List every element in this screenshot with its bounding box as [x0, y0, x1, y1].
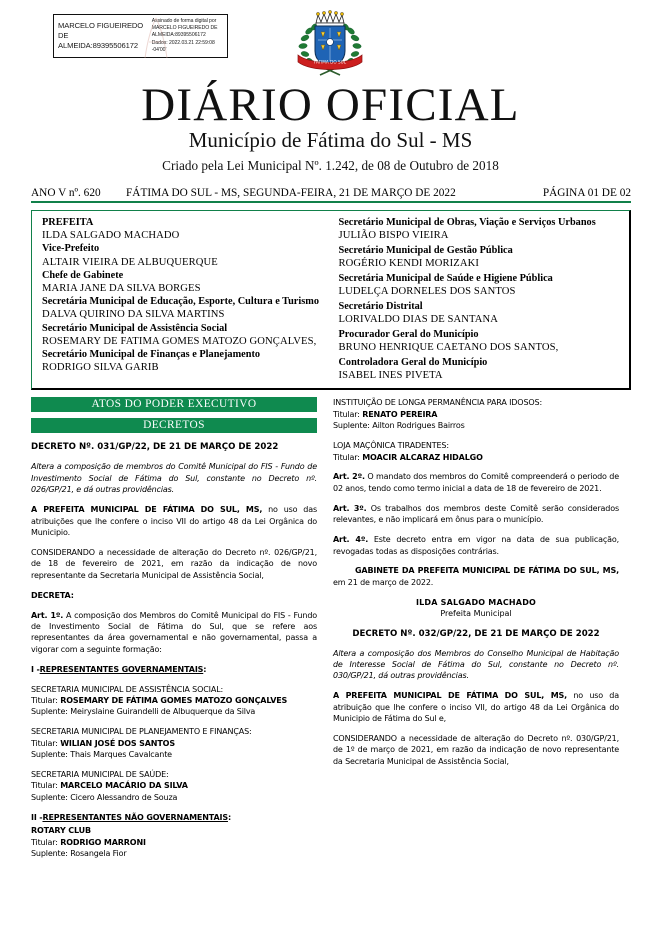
- gov-entry-suplente-label: Suplente:: [31, 792, 71, 802]
- official-role: Secretário Municipal de Obras, Viação e Serviços Urbanos: [338, 217, 596, 228]
- nongov-entry-org: LOJA MAÇÔNICA TIRADENTES:: [333, 441, 449, 451]
- official-role: PREFEITA: [42, 217, 94, 228]
- decree-032-preamble-bold: A PREFEITA MUNICIPAL DE FÁTIMA DO SUL, MS,: [333, 691, 568, 701]
- signature-detail-line-1: Assinado de forma digital por: [151, 17, 217, 24]
- nongov-entry-titular: RODRIGO MARRONI: [60, 837, 146, 847]
- page-number: PÁGINA 01 DE 02: [542, 187, 631, 199]
- decree-031-art1-label: Art. 1º.: [31, 610, 64, 620]
- gov-entry-titular-label: Titular:: [31, 695, 61, 705]
- gov-entry-suplente: Meiryslaine Guirandelli de Albuquerque da Silva: [70, 707, 256, 717]
- header-top-area: [0, 0, 661, 78]
- official-name: LORIVALDO DIAS DE SANTANA: [338, 313, 498, 325]
- nongov-entry-suplente: Rosangela Fior: [70, 849, 127, 859]
- decree-031-preamble-bold: A PREFEITA MUNICIPAL DE FÁTIMA DO SUL, MS,: [31, 505, 263, 515]
- nongov-entry-titular: MOACIR ALCARAZ HIDALGO: [362, 452, 483, 462]
- official-entry: [42, 216, 325, 242]
- signature-detail-line-3: ALMEIDA:89395506172: [151, 32, 206, 39]
- official-name: BRUNO HENRIQUE CAETANO DOS SANTOS,: [338, 341, 559, 353]
- official-role: Secretária Municipal de Educação, Esporte, Cultura e Turismo: [42, 296, 319, 308]
- nongov-entry-suplente-label: Suplente:: [31, 849, 71, 859]
- officials-column-right: [329, 216, 630, 383]
- gov-entry-org: SECRETARIA MUNICIPAL DE PLANEJAMENTO E FINANÇAS:: [31, 727, 252, 737]
- nongov-entry-suplente-label: Suplente:: [333, 421, 373, 431]
- official-role: Secretário Municipal de Assistência Social: [42, 322, 228, 334]
- official-name: ROSEMARY DE FATIMA GOMES MATOZO GONÇALVES,: [42, 335, 317, 347]
- official-role: Secretário Distrital: [338, 300, 423, 312]
- official-entry: [339, 216, 622, 242]
- decree-031-section-1-title: [31, 664, 317, 675]
- decree-031-art4-text: Este decreto entra em vigor na data de sua publicação, revogadas todas as disposições contrárias.: [333, 535, 619, 556]
- official-entry: [42, 348, 325, 374]
- decree-031-gabinete: [333, 565, 619, 588]
- section-2-numeral: II -: [31, 812, 43, 822]
- official-entry: [339, 328, 622, 354]
- decree-032-preamble-rest: no uso da atribuição que lhe confere o inciso VII, do artigo 48 da Lei Orgânica do Municipio de Fátima do Sul e,: [333, 691, 619, 724]
- gov-entry-titular: ROSEMARY DE FÁTIMA GOMES MATOZO GONÇALVES: [60, 695, 288, 705]
- gov-entry-suplente: Cicero Alessandro de Souza: [70, 792, 178, 802]
- decree-031-signature-block: [333, 597, 619, 620]
- decree-031-art3-text: Os trabalhos dos membros deste Comitê serão considerados relevantes, e não implicará em ônus para o município.: [333, 503, 619, 525]
- issue-info-bar: [31, 187, 631, 203]
- gov-entry-titular-label: Titular:: [31, 781, 61, 791]
- content-column-right: [325, 397, 619, 868]
- section-2-colon: :: [227, 812, 232, 822]
- official-name: MARIA JANE DA SILVA BORGES: [42, 283, 201, 295]
- nongov-entry: [333, 397, 619, 431]
- section-1-numeral: I -: [31, 664, 40, 674]
- officials-column-left: [32, 216, 329, 383]
- masthead-legal-note: Criado pela Lei Municipal Nº. 1.242, de 08 de Outubro de 2018: [162, 158, 499, 173]
- signature-detail-line-2: MARCELO FIGUEIREDO DE: [151, 25, 218, 32]
- masthead: [0, 80, 661, 176]
- signature-detail-line-4: Dados: 2022.03.21 22:59:08 -04'00': [151, 39, 215, 53]
- official-role: Secretário Municipal de Finanças e Planejamento: [42, 349, 261, 361]
- gov-entry-org: SECRETARIA MUNICIPAL DE SAÚDE:: [31, 769, 169, 779]
- official-role: Secretária Municipal de Saúde e Higiene Pública: [338, 272, 553, 284]
- decree-031-art1: [31, 610, 317, 656]
- official-entry: [42, 242, 325, 268]
- nongov-entry: [333, 440, 619, 463]
- page-title: DIÁRIO OFICIAL: [141, 79, 520, 131]
- gov-entry: [31, 726, 317, 760]
- nongov-entry-org: ROTARY CLUB: [31, 826, 91, 836]
- official-name: ILDA SALGADO MACHADO: [42, 230, 180, 242]
- official-role: Secretário Municipal de Gestão Pública: [338, 244, 513, 256]
- nongov-entry-suplente: Ailton Rodrigues Bairros: [372, 421, 465, 431]
- section-banner-atos: ATOS DO PODER EXECUTIVO: [31, 397, 317, 412]
- decree-031-section-2-title: [31, 812, 317, 823]
- official-name: ISABEL INES PIVETA: [338, 369, 443, 381]
- official-entry: [339, 272, 622, 298]
- gov-entry-suplente-label: Suplente:: [31, 750, 71, 760]
- nongov-entry-titular-label: Titular:: [31, 837, 61, 847]
- svg-text:FÁTIMA DO SUL: FÁTIMA DO SUL: [313, 59, 347, 65]
- nongov-entry-titular-label: Titular:: [333, 409, 363, 419]
- decree-031-heading: DECRETO Nº. 031/GP/22, DE 21 DE MARÇO DE 2022: [31, 442, 279, 453]
- coat-of-arms-icon: [292, 9, 368, 81]
- decree-031-considerando: CONSIDERANDO a necessidade de alteração do Decreto nº. 026/GP/21, de 18 de fevereiro de 2021, em razão da indicação de novo representante da Secretaria Municipal de Assistência Social,: [31, 547, 317, 580]
- decree-031-preamble-rest: no uso das atribuições que lhe confere o inciso VII do artigo 48 da Lei Orgânica do Municipio.: [31, 505, 317, 537]
- decree-031-gabinete-bold: GABINETE DA PREFEITA MUNICIPAL DE FÁTIMA DO SUL, MS,: [355, 566, 619, 576]
- gov-entry: [31, 684, 317, 718]
- decree-032-preamble: [333, 690, 619, 724]
- officials-box: [31, 210, 631, 390]
- nongov-entry-titular-label: Titular:: [333, 452, 363, 462]
- gov-entry: [31, 769, 317, 803]
- gov-entry-org: SECRETARIA MUNICIPAL DE ASSISTÊNCIA SOCIAL:: [31, 684, 224, 694]
- decree-031-decreta: DECRETA:: [31, 590, 74, 600]
- gov-entry-suplente: Thais Marques Cavalcante: [70, 750, 172, 760]
- section-2-label: REPRESENTANTES NÃO GOVERNAMENTAIS: [42, 812, 228, 822]
- decree-032-ementa: Altera a composição dos Membros do Conselho Municipal de Habitação de Interesse Social de Fátima do Sul, constante no Decreto nº. 030/GP/21, dá outras providências.: [333, 648, 619, 681]
- signature-swirl-icon: [143, 16, 169, 60]
- gov-entry-suplente-label: Suplente:: [31, 707, 71, 717]
- digital-signature-box: [53, 14, 228, 58]
- content-column-left: [31, 397, 325, 868]
- official-role: Procurador Geral do Município: [338, 328, 479, 340]
- decree-031-art2: [333, 471, 619, 494]
- nongov-entry: [31, 825, 317, 859]
- decree-031-art3-label: Art. 3º.: [333, 503, 367, 513]
- masthead-subtitle: Município de Fátima do Sul - MS: [188, 128, 473, 152]
- gov-entry-titular: MARCELO MACÁRIO DA SILVA: [60, 781, 188, 791]
- section-banner-decretos: DECRETOS: [31, 418, 317, 433]
- section-1-colon: :: [203, 664, 207, 674]
- decree-031-preamble: [31, 504, 317, 538]
- official-name: RODRIGO SILVA GARIB: [42, 362, 159, 374]
- section-1-label: REPRESENTANTES GOVERNAMENTAIS: [39, 664, 204, 674]
- official-entry: [42, 269, 325, 295]
- signer-title: Prefeita Municipal: [440, 609, 512, 619]
- official-role: Chefe de Gabinete: [42, 269, 124, 281]
- decree-031-art1-text: A composição dos Membros do Comitê Municipal do FIS - Fundo de Investimento Social de Fátima do Sul, que se refere aos representantes da área governamental e não governamental, passa a vigorar com a seguinte formação:: [31, 610, 317, 654]
- official-entry: [339, 244, 622, 270]
- decree-031-art3: [333, 503, 619, 526]
- nongov-entry-titular: RENATO PEREIRA: [362, 409, 438, 419]
- decree-031-art4-label: Art. 4º.: [333, 535, 369, 545]
- signer-name: ILDA SALGADO MACHADO: [415, 597, 537, 607]
- signature-details: [147, 18, 227, 54]
- official-role: Vice-Prefeito: [42, 243, 100, 255]
- issue-date-line: FÁTIMA DO SUL - MS, SEGUNDA-FEIRA, 21 DE MARÇO DE 2022: [126, 187, 456, 199]
- issue-year-number: ANO V nº. 620: [31, 187, 101, 199]
- official-entry: [42, 322, 325, 348]
- gov-entry-titular: WILIAN JOSÉ DOS SANTOS: [60, 738, 175, 748]
- nongov-entry-org: INSTITUIÇÃO DE LONGA PERMANÊNCIA PARA IDOSOS:: [333, 398, 543, 408]
- official-name: DALVA QUIRINO DA SILVA MARTINS: [42, 309, 225, 321]
- official-name: JULIÃO BISPO VIEIRA: [338, 230, 449, 242]
- decree-031-art2-text: O mandato dos membros do Comitê compreenderá o periodo de 02 anos, tendo como termo inicial a data de 18 de fevereiro de 2021.: [333, 472, 620, 493]
- decree-032-considerando: CONSIDERANDO a necessidade de alteração do Decreto nº. 030/GP/21, de 1º de março de 2021, em razão da indicação de novo representante da Secretaria Municipal de Assistência Social,: [333, 733, 619, 766]
- content-columns: [31, 397, 631, 868]
- gov-entry-titular-label: Titular:: [31, 738, 61, 748]
- official-name: ROGÉRIO KENDI MORIZAKI: [338, 258, 479, 270]
- decree-031-ementa: Altera a composição de membros do Comitê Municipal do FIS - Fundo de Investimento Social de Fátima do Sul, constante no Decreto nº. 026/GP/21, e dá outras providências.: [31, 462, 317, 495]
- decree-031-gabinete-rest: em 21 de março de 2022.: [333, 577, 434, 587]
- signature-signer-name: MARCELO FIGUEIREDO DE ALMEIDA:89395506172: [58, 21, 144, 50]
- decree-031-art4: [333, 534, 619, 557]
- official-name: LUDELÇA DORNELES DOS SANTOS: [338, 286, 516, 298]
- official-name: ALTAIR VIEIRA DE ALBUQUERQUE: [42, 256, 218, 268]
- official-entry: [42, 295, 325, 321]
- official-entry: [339, 300, 622, 326]
- official-entry: [339, 356, 622, 382]
- decree-031-art2-label: Art. 2º.: [333, 472, 365, 482]
- official-role: Controladora Geral do Município: [338, 356, 488, 368]
- decree-032-heading: DECRETO Nº. 032/GP/22, DE 21 DE MARÇO DE 2022: [352, 628, 600, 639]
